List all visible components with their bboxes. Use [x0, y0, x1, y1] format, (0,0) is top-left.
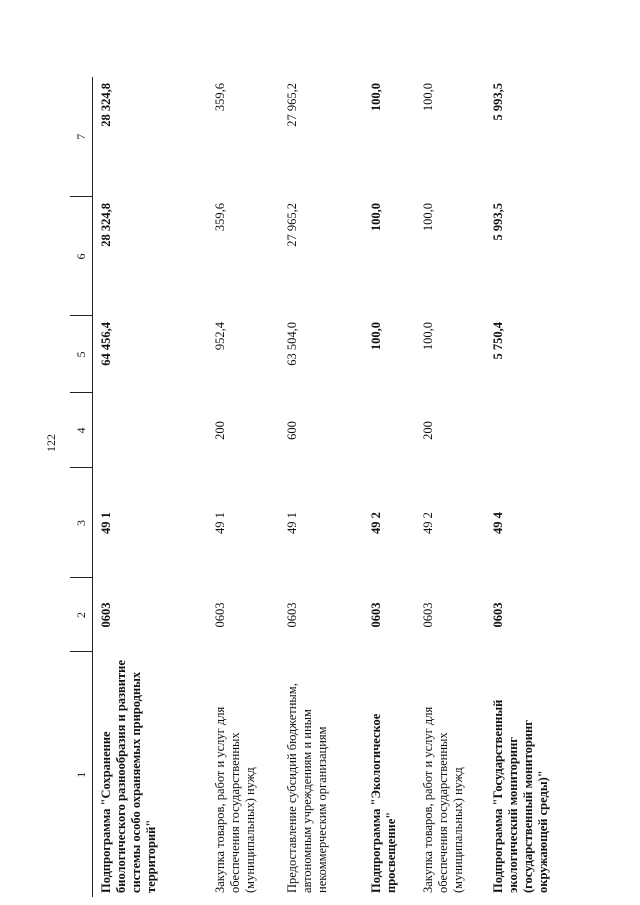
expense-type: 600: [285, 421, 299, 440]
row-name: Закупка товаров, работ и услуг для обеспечения государственных (муниципальных) нужд: [213, 706, 257, 893]
section-code: 0603: [213, 602, 227, 628]
row-name: Закупка товаров, работ и услуг для обеспечения государственных (муниципальных) нужд: [421, 706, 465, 893]
section-code: 0603: [491, 602, 505, 628]
target-article: 49 1: [213, 512, 227, 534]
header-row: [70, 77, 93, 897]
section-code: 0603: [369, 602, 383, 628]
amount-col7: 100,0: [369, 83, 383, 112]
table-row: [207, 77, 279, 897]
target-article: 49 2: [369, 512, 383, 534]
header-cell: 3: [70, 468, 93, 578]
header-cell: 5: [70, 316, 93, 393]
expense-type: [485, 393, 593, 468]
section-code: 0603: [421, 602, 435, 628]
target-article: 49 1: [285, 512, 299, 534]
header-cell: 7: [70, 77, 93, 197]
target-article: 49 2: [421, 512, 435, 534]
expense-type: 200: [213, 421, 227, 440]
amount-col5: 100,0: [421, 322, 435, 351]
amount-col5: 64 456,4: [99, 322, 113, 366]
table-row: [279, 77, 363, 897]
row-name: Подпрограмма "Сохранение биологического разнообразия и развитие системы особо охраняемых природных территорий": [99, 660, 158, 893]
row-name: Предоставление субсидий бюджетным, автономным учреждениям и иным некоммерческим организациям: [285, 683, 329, 893]
expense-type: 200: [421, 421, 435, 440]
target-article: 49 4: [491, 512, 505, 534]
amount-col7: 5 993,5: [491, 83, 505, 121]
amount-col5: 63 504,0: [285, 322, 299, 366]
row-name: Подпрограмма "Экологическое просвещение": [369, 713, 398, 893]
amount-col6: 28 324,8: [99, 203, 113, 247]
amount-col6: 359,6: [213, 203, 227, 232]
header-cell: 4: [70, 393, 93, 468]
page-number: 122: [44, 434, 58, 452]
table-row: [363, 77, 415, 897]
row-name: Подпрограмма "Государственный экологический мониторинг (государственный мониторинг окружающей среды)": [491, 699, 550, 893]
section-code: 0603: [285, 602, 299, 628]
amount-col6: 27 965,2: [285, 203, 299, 247]
header-cell: 2: [70, 578, 93, 652]
amount-col7: 28 324,8: [99, 83, 113, 127]
target-article: 49 1: [99, 512, 113, 534]
section-code: 0603: [99, 602, 113, 628]
amount-col7: 359,6: [213, 83, 227, 112]
expense-type: [93, 393, 208, 468]
amount-col5: 952,4: [213, 322, 227, 351]
budget-table: [70, 77, 593, 897]
expense-type: [363, 393, 415, 468]
amount-col5: 5 750,4: [491, 322, 505, 360]
amount-col7: 100,0: [421, 83, 435, 112]
amount-col7: 27 965,2: [285, 83, 299, 127]
table-row: [415, 77, 485, 897]
table-row: [485, 77, 593, 897]
header-cell: 1: [70, 652, 93, 897]
amount-col5: 100,0: [369, 322, 383, 351]
rotated-page: [70, 45, 610, 905]
amount-col6: 100,0: [369, 203, 383, 232]
table-row: [93, 77, 208, 897]
header-cell: 6: [70, 197, 93, 316]
amount-col6: 5 993,5: [491, 203, 505, 241]
amount-col6: 100,0: [421, 203, 435, 232]
